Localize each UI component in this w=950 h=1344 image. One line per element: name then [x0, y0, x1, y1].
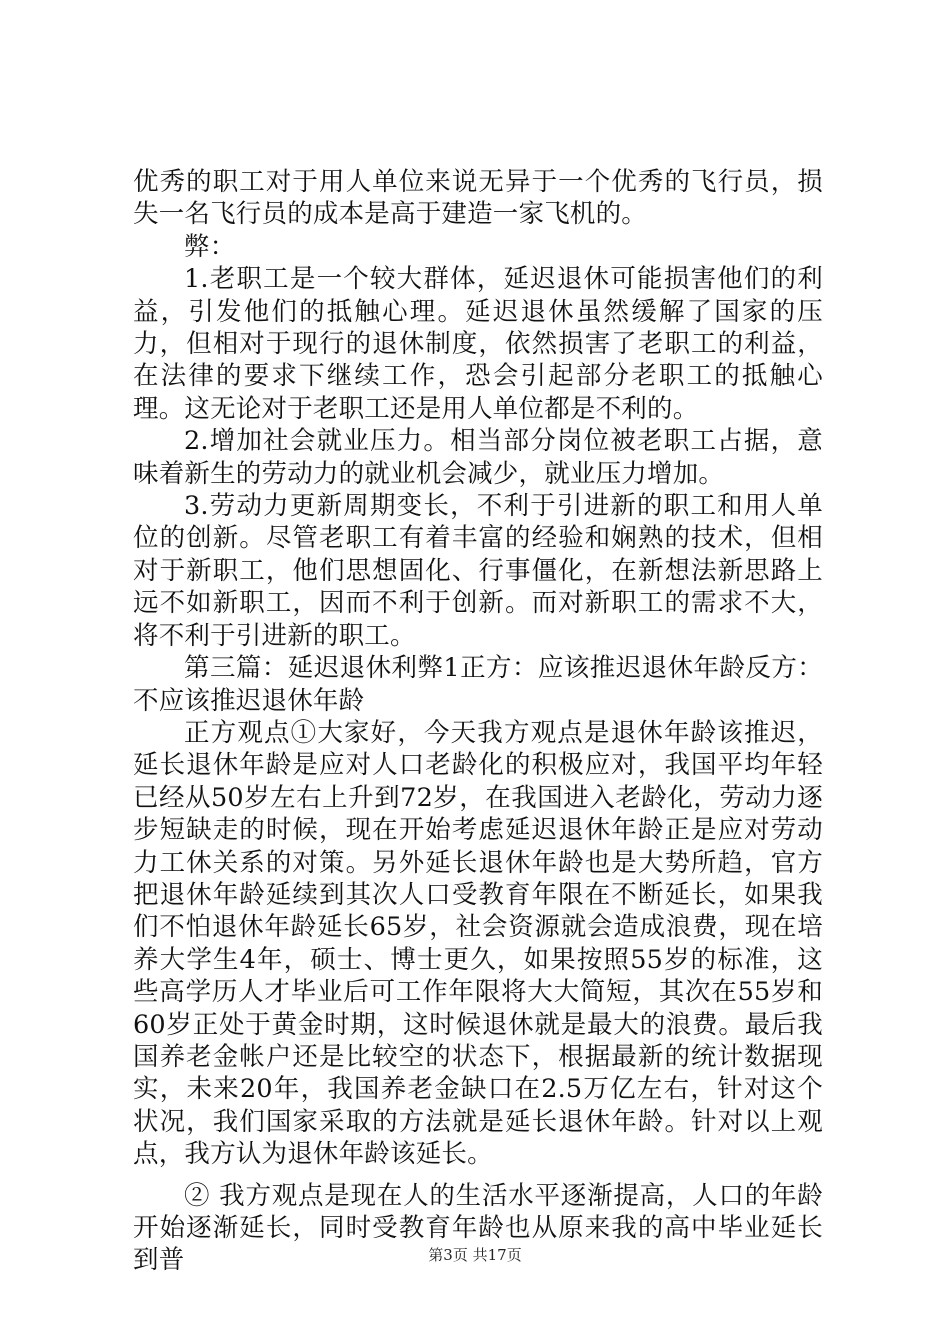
- page-footer: 第3页 共17页: [428, 1246, 522, 1264]
- paragraph-con-3: 3.劳动力更新周期变长，不利于引进新的职工和用人单位的创新。尽管老职工有着丰富的经验和娴熟的技术，但相对于新职工，他们思想固化、行事僵化，在新想法新思路上远不如新职工，因而不利于创新。而对新职工的需求不大，将不利于引进新的职工。: [133, 491, 823, 651]
- section-heading: 第三篇：延迟退休利弊1正方：应该推迟退休年龄反方：不应该推迟退休年龄: [133, 653, 823, 716]
- paragraph-con-2: 2.增加社会就业压力。相当部分岗位被老职工占据，意味着新生的劳动力的就业机会减少，就业压力增加。: [133, 426, 823, 489]
- document-body: [133, 166, 823, 1277]
- paragraph-pro-view-1: 正方观点①大家好，今天我方观点是退休年龄该推迟，延长退休年龄是应对人口老龄化的积极应对，我国平均年轻已经从50岁左右上升到72岁，在我国进入老龄化，劳动力逐步短缺走的时候，现在开始考虑延迟退休年龄正是应对劳动力工休关系的对策。另外延长退休年龄也是大势所趋，官方把退休年龄延续到其次人口受教育年限在不断延长，如果我们不怕退休年龄延长65岁，社会资源就会造成浪费，现在培养大学生4年，硕士、博士更久，如果按照55岁的标准，这些高学历人才毕业后可工作年限将大大简短，其次在55岁和60岁正处于黄金时期，这时候退休就是最大的浪费。最后我国养老金帐户还是比较空的状态下，根据最新的统计数据现实，未来20年，我国养老金缺口在2.5万亿左右，针对这个状况，我们国家采取的方法就是延长退休年龄。针对以上观点，我方认为退休年龄该延长。: [133, 717, 823, 1170]
- paragraph-pro-view-2: ② 我方观点是现在人的生活水平逐渐提高，人口的年龄开始逐渐延长，同时受教育年龄也从原来我的高中毕业延长到普: [133, 1180, 823, 1276]
- paragraph-cons-heading: 弊：: [184, 231, 236, 262]
- paragraph-continuation: 优秀的职工对于用人单位来说无异于一个优秀的飞行员，损失一名飞行员的成本是高于建造一家飞机的。: [133, 167, 823, 230]
- paragraph-con-1: 1.老职工是一个较大群体，延迟退休可能损害他们的利益，引发他们的抵触心理。延迟退休虽然缓解了国家的压力，但相对于现行的退休制度，依然损害了老职工的利益，在法律的要求下继续工作，恐会引起部分老职工的抵触心理。这无论对于老职工还是用人单位都是不利的。: [133, 264, 823, 424]
